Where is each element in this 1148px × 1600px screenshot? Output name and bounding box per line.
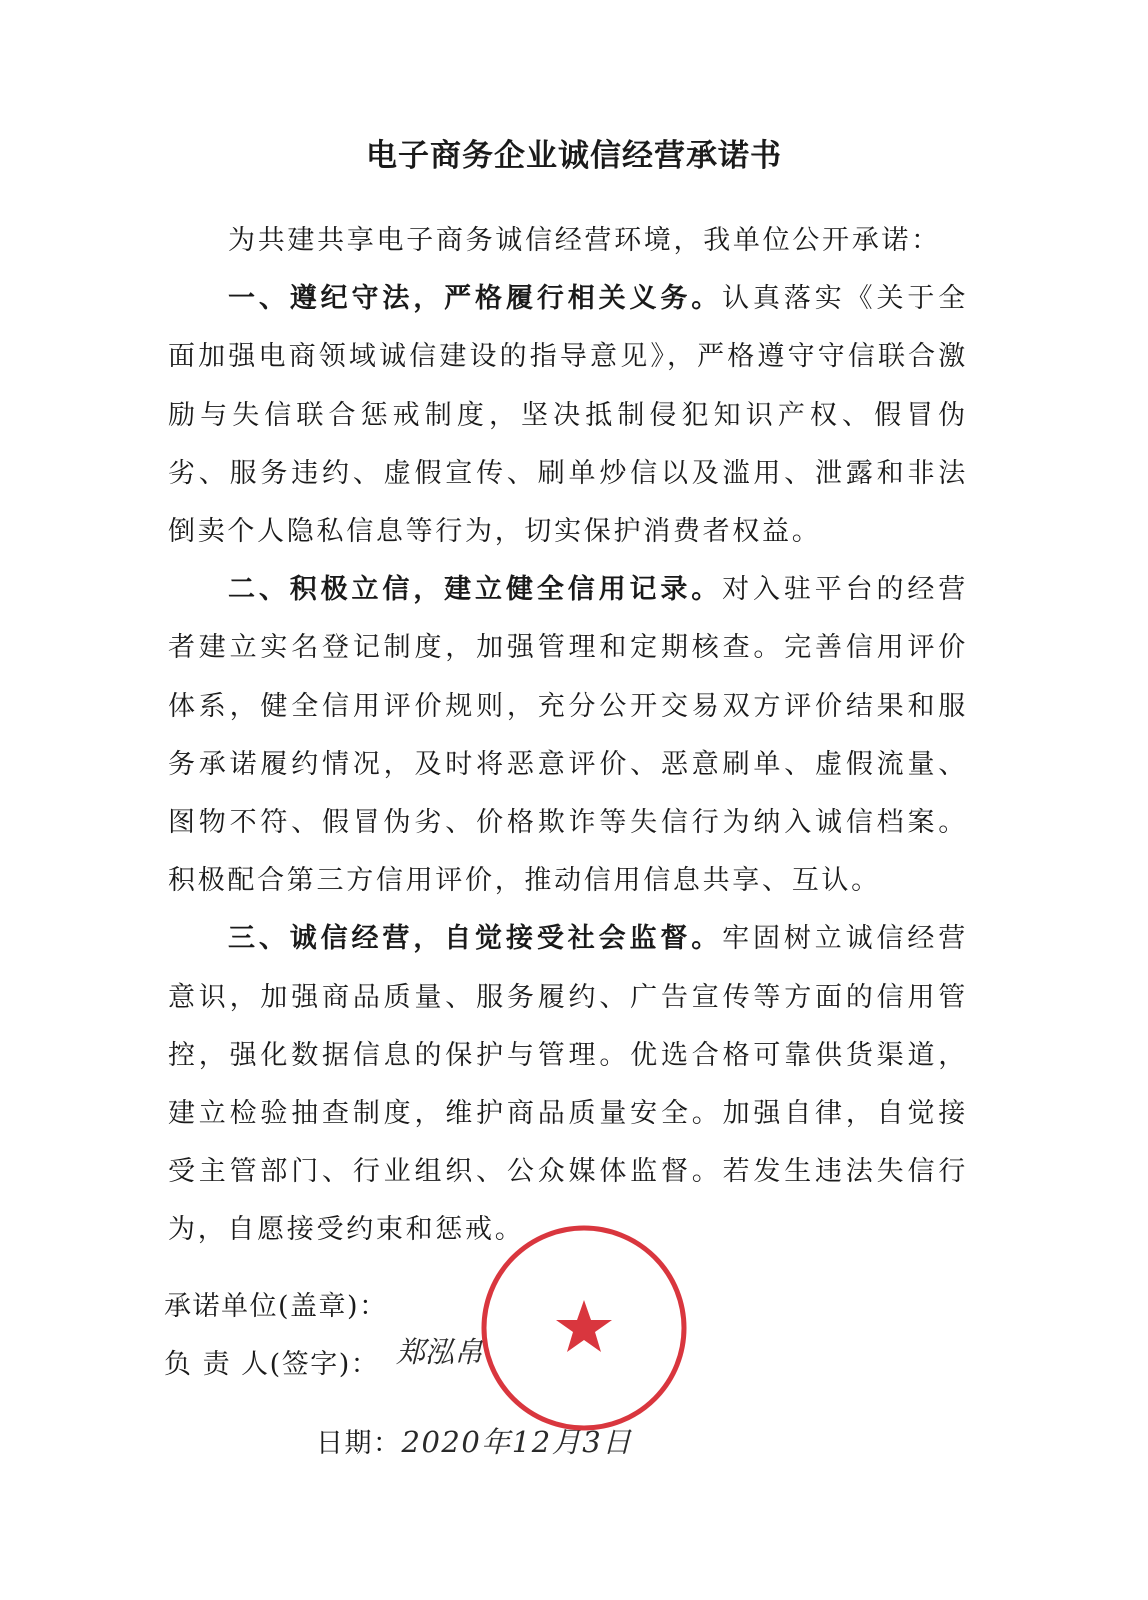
seal-star-icon — [556, 1300, 612, 1352]
section-3-heading: 三、诚信经营，自觉接受社会监督。 — [228, 923, 723, 955]
document-body — [168, 212, 968, 1260]
section-1-heading: 一、遵纪守法，严格履行相关义务。 — [228, 283, 723, 315]
date-value: 2020年12月3日 — [401, 1425, 633, 1459]
section-1-body: 认真落实《关于全面加强电商领域诚信建设的指导意见》，严格遵守守信联合激励与失信联合惩戒制度，坚决抵制侵犯知识产权、假冒伪劣、服务违约、虚假宣传、刷单炒信以及滥用、泄露和非法倒卖个人隐私信息等行为，切实保护消费者权益。 — [168, 283, 968, 548]
section-2-body: 对入驻平台的经营者建立实名登记制度，加强管理和定期核查。完善信用评价体系，健全信用评价规则，充分公开交易双方评价结果和服务承诺履约情况，及时将恶意评价、恶意刷单、虚假流量、图物不符、假冒伪劣、价格欺诈等失信行为纳入诚信档案。积极配合第三方信用评价，推动信用信息共享、互认。 — [168, 574, 968, 897]
section-2-heading: 二、积极立信，建立健全信用记录。 — [228, 574, 723, 606]
person-label: 负 责 人(签字)： — [164, 1349, 380, 1380]
document-title: 电子商务企业诚信经营承诺书 — [366, 138, 782, 174]
intro-paragraph: 为共建共享电子商务诚信经营环境，我单位公开承诺： — [228, 225, 941, 256]
date-label: 日期： — [316, 1428, 402, 1459]
unit-label: 承诺单位(盖章)： — [164, 1291, 388, 1322]
handwritten-signature: 郑泓帛 — [396, 1335, 484, 1369]
section-3-body: 牢固树立诚信经营意识，加强商品质量、服务履约、广告宣传等方面的信用管控，强化数据信息的保护与管理。优选合格可靠供货渠道，建立检验抽查制度，维护商品质量安全。加强自律，自觉接受主管部门、行业组织、公众媒体监督。若发生违法失信行为，自愿接受约束和惩戒。 — [168, 923, 968, 1246]
section-2 — [168, 561, 968, 910]
section-3 — [168, 910, 968, 1259]
section-1 — [168, 270, 968, 561]
company-seal — [478, 1222, 690, 1434]
